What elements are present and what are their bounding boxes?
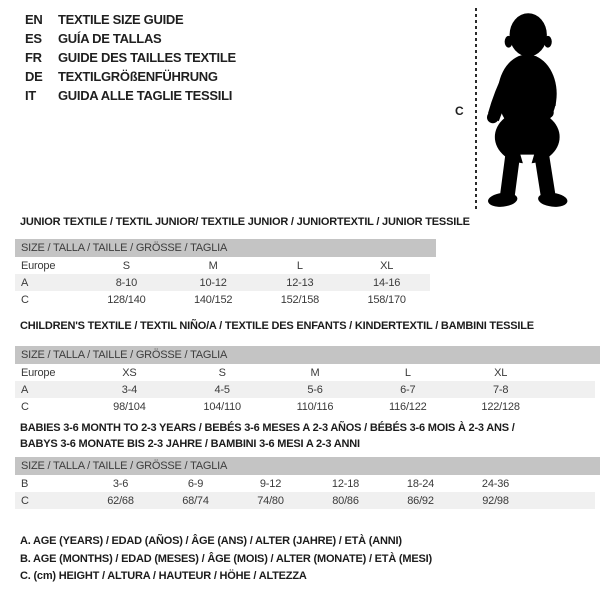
table-row <box>15 398 595 415</box>
size-cell: 140/152 <box>193 293 233 306</box>
height-measure-label: C <box>455 104 464 118</box>
row-label: B <box>21 477 29 490</box>
language-row <box>25 10 236 29</box>
language-title-list <box>25 10 236 105</box>
row-label: C <box>21 494 29 507</box>
language-code: ES <box>25 31 42 46</box>
size-cell: 12-13 <box>286 276 314 289</box>
size-cell: 158/170 <box>367 293 406 306</box>
size-header-bar: SIZE / TALLA / TAILLE / GRÖSSE / TAGLIA <box>15 346 600 364</box>
size-header-bar: SIZE / TALLA / TAILLE / GRÖSSE / TAGLIA <box>15 457 600 475</box>
table-row <box>15 274 430 291</box>
junior-size-table <box>15 257 430 308</box>
size-cell: L <box>404 366 411 379</box>
size-cell: 92/98 <box>482 494 509 507</box>
language-code: DE <box>25 69 43 84</box>
table-row <box>15 475 595 492</box>
size-cell: 104/110 <box>203 400 241 413</box>
size-cell: 62/68 <box>107 494 134 507</box>
babies-size-table <box>15 475 595 509</box>
size-cell: 122/128 <box>481 400 520 413</box>
section-title: BABYS 3-6 MONATE BIS 2-3 JAHRE / BAMBINI 3-6 MESI A 2-3 ANNI <box>20 438 360 450</box>
row-label: A <box>21 276 29 289</box>
filler-cell <box>547 398 595 415</box>
size-cell: 7-8 <box>492 383 509 396</box>
language-code: IT <box>25 88 36 103</box>
section-title: JUNIOR TEXTILE / TEXTIL JUNIOR/ TEXTILE JUNIOR / JUNIORTEXTIL / JUNIOR TESSILE <box>20 216 470 228</box>
table-row <box>15 381 595 398</box>
size-cell: 152/158 <box>280 293 320 306</box>
filler-cell <box>547 364 595 381</box>
size-cell: 9-12 <box>259 477 282 490</box>
row-label: Europe <box>21 366 56 379</box>
language-row <box>25 67 236 86</box>
language-code: FR <box>25 50 42 65</box>
size-cell: S <box>218 366 226 379</box>
table-row <box>15 257 430 274</box>
height-dotted-line <box>475 8 477 212</box>
size-cell: 128/140 <box>107 293 146 306</box>
language-title: GUIDE DES TAILLES TEXTILE <box>58 50 236 65</box>
children-size-table <box>15 364 595 415</box>
size-cell: 14-16 <box>373 276 401 289</box>
size-cell: 3-4 <box>121 383 138 396</box>
language-title: GUÍA DE TALLAS <box>58 31 162 46</box>
section-title: BABIES 3-6 MONTH TO 2-3 YEARS / BEBÉS 3-6 MESES A 2-3 AÑOS / BÉBÉS 3-6 MOIS À 2-3 ANS / <box>20 422 515 434</box>
language-row <box>25 29 236 48</box>
size-cell: 6-7 <box>400 383 416 396</box>
row-label: C <box>21 293 29 306</box>
size-cell: 18-24 <box>406 477 435 490</box>
row-label: C <box>21 400 29 413</box>
size-cell: XS <box>122 366 137 379</box>
legend-line-c: C. (cm) HEIGHT / ALTURA / HAUTEUR / HÖHE / ALTEZZA <box>20 570 307 582</box>
language-title: TEXTILE SIZE GUIDE <box>58 12 184 27</box>
section-junior-textile <box>15 214 470 308</box>
language-row <box>25 86 236 105</box>
size-cell: 116/122 <box>389 400 427 413</box>
size-cell: M <box>310 366 320 379</box>
row-label: Europe <box>21 259 56 272</box>
measurement-legend <box>20 533 432 586</box>
filler-cell <box>533 475 595 492</box>
size-cell: 110/116 <box>296 400 334 413</box>
size-cell: XL <box>380 259 394 272</box>
language-title: GUIDA ALLE TAGLIE TESSILI <box>58 88 233 103</box>
size-cell: 74/80 <box>257 494 284 507</box>
size-cell: 24-36 <box>481 477 510 490</box>
size-cell: L <box>296 259 303 272</box>
size-cell: 80/86 <box>332 494 359 507</box>
table-row <box>15 492 595 509</box>
size-cell: 5-6 <box>307 383 323 396</box>
legend-line-b: B. AGE (MONTHS) / EDAD (MESES) / ÂGE (MOIS) / ALTER (MONATE) / ETÀ (MESI) <box>20 552 432 565</box>
language-code: EN <box>25 12 43 27</box>
size-cell: 4-5 <box>214 383 230 396</box>
size-cell: 12-18 <box>331 477 360 490</box>
size-cell: 10-12 <box>199 276 227 289</box>
section-childrens-textile <box>15 318 600 415</box>
size-cell: 68/74 <box>182 494 209 507</box>
size-cell: 8-10 <box>115 276 137 289</box>
size-cell: M <box>208 259 218 272</box>
size-header-bar: SIZE / TALLA / TAILLE / GRÖSSE / TAGLIA <box>15 239 436 257</box>
language-row <box>25 48 236 67</box>
size-cell: 6-9 <box>187 477 204 490</box>
table-row <box>15 291 430 308</box>
section-babies-textile <box>15 420 600 509</box>
language-title: TEXTILGRÖßENFÜHRUNG <box>58 69 218 84</box>
legend-line-a: A. AGE (YEARS) / EDAD (AÑOS) / ÂGE (ANS) / ALTER (JAHRE) / ETÀ (ANNI) <box>20 535 402 547</box>
filler-cell <box>547 381 595 398</box>
baby-toddler-silhouette-icon <box>486 8 594 212</box>
size-cell: XL <box>494 366 508 379</box>
size-cell: 86/92 <box>407 494 434 507</box>
section-title: CHILDREN'S TEXTILE / TEXTIL NIÑO/A / TEXTILE DES ENFANTS / KINDERTEXTIL / BAMBINI TESSILE <box>20 320 534 332</box>
size-cell: S <box>122 259 130 272</box>
size-cell: 98/104 <box>113 400 146 413</box>
row-label: A <box>21 383 29 396</box>
filler-cell <box>533 492 595 509</box>
size-cell: 3-6 <box>112 477 129 490</box>
table-row <box>15 364 595 381</box>
